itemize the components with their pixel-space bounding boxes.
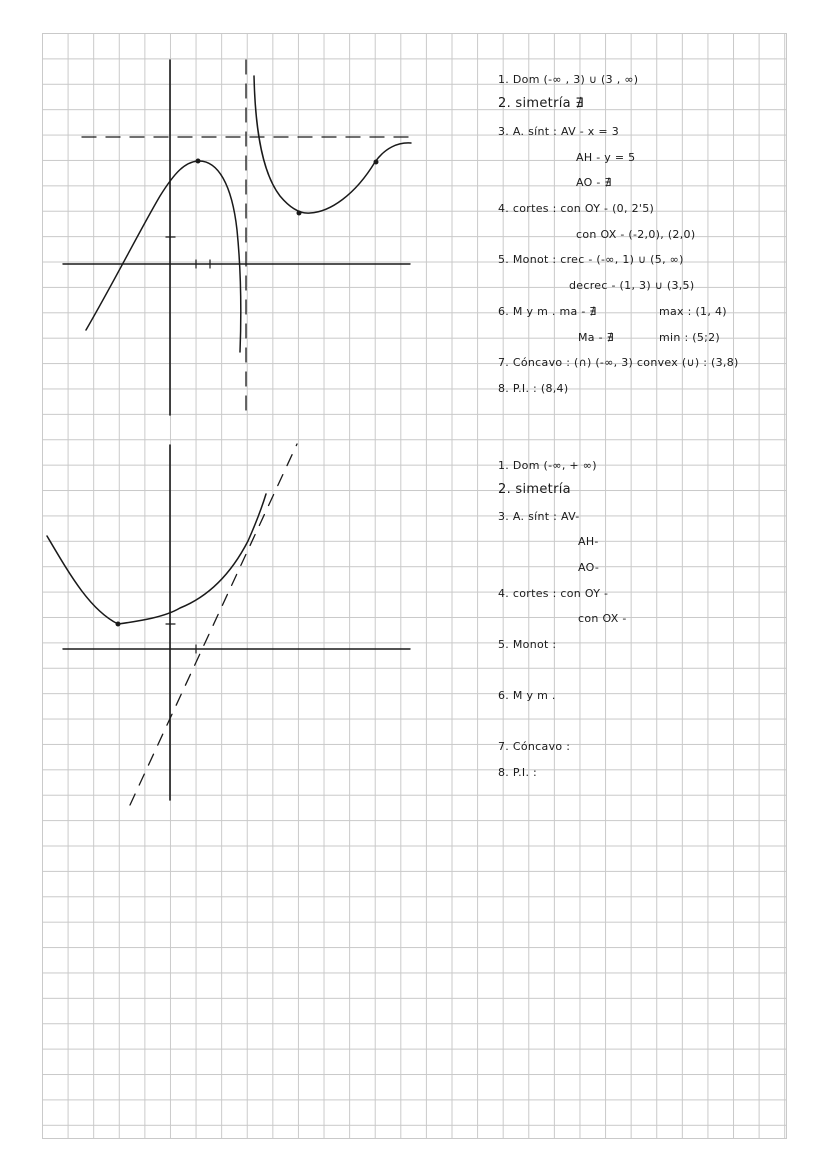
analysis-1-cortes-oy: 4. cortes : con OY - (0, 2'5) [498,202,655,215]
analysis-1-decrec: decrec - (1, 3) ∪ (3,5) [569,279,695,292]
analysis-2-cortes-ox: con OX - [578,612,627,625]
analysis-2-simetria: 2. simetría [498,482,571,497]
analysis-2-maxmin: 6. M y m . [498,689,556,702]
analysis-2-ao: AO- [578,561,600,574]
analysis-1-dominio: 1. Dom (-∞ , 3) ∪ (3 , ∞) [498,73,639,86]
analysis-1-crec: 5. Monot : crec - (-∞, 1) ∪ (5, ∞) [498,253,684,266]
analysis-2-pi: 8. P.I. : [498,766,538,779]
graph-2-oblique-asymptote [130,444,297,805]
analysis-2-dominio: 1. Dom (-∞, + ∞) [498,459,597,472]
analysis-1-maxmin-min: min : (5;2) [659,331,721,344]
analysis-1-asintotas: 3. A. sínt : AV - x = 3 [498,125,620,138]
graph-2-curve [47,494,266,624]
analysis-1-maxmin-max: max : (1, 4) [659,305,727,318]
graph-2-min-point [116,622,121,627]
analysis-1-simetria: 2. simetría ∄ [498,96,584,111]
analysis-1-maxmin-Ma: Ma - ∄ [578,331,614,344]
analysis-2-ah: AH- [578,535,599,548]
analysis-1-ao: AO - ∄ [576,176,612,189]
analysis-1-maxmin-ma: 6. M y m . ma - ∄ [498,305,597,318]
analysis-1-concavo: 7. Cóncavo : (∩) (-∞, 3) convex (∪) : (3,8) [498,356,739,369]
analysis-2-monot: 5. Monot : [498,638,557,651]
analysis-2-asintotas: 3. A. sínt : AV- [498,510,580,523]
analysis-1-cortes-ox: con OX - (-2,0), (2,0) [576,228,696,241]
analysis-1-pi: 8. P.I. : (8,4) [498,382,569,395]
analysis-2-cortes-oy: 4. cortes : con OY - [498,587,609,600]
analysis-1-ah: AH - y = 5 [576,151,636,164]
analysis-2-concavo: 7. Cóncavo : [498,740,571,753]
